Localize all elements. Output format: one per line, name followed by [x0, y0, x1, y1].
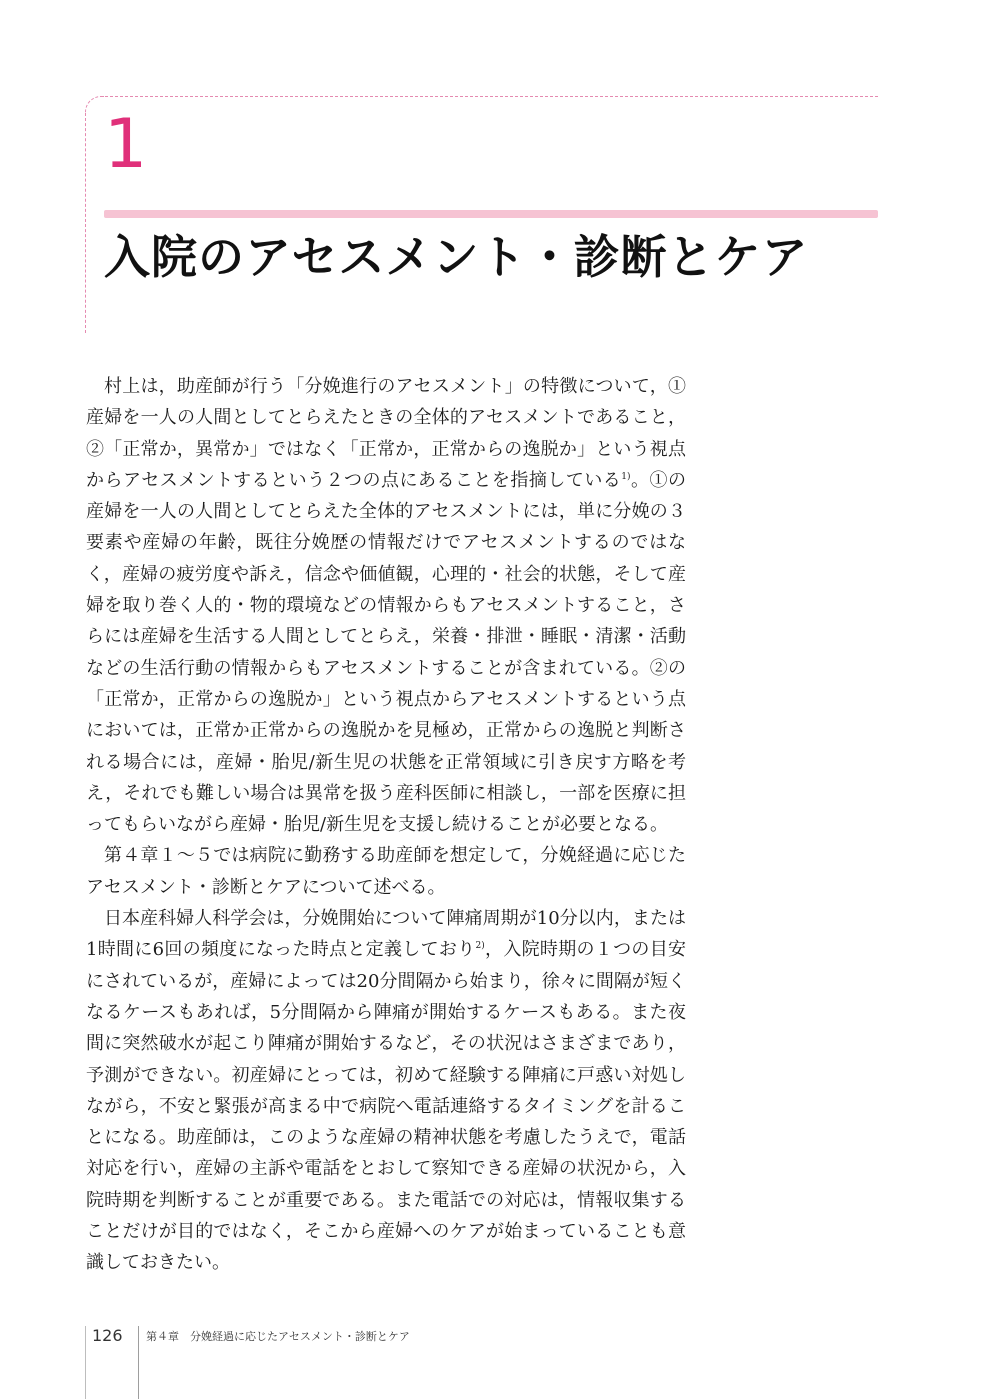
footer-rule-divider — [138, 1326, 139, 1399]
paragraph-3-text: 日本産科婦人科学会は，分娩開始について陣痛周期が10分以内，または1時間に6回の頻度になった時点と定義しており — [86, 908, 686, 961]
header-frame-left-line — [85, 113, 86, 333]
running-header: 第４章 分娩経過に応じたアセスメント・診断とケア — [146, 1330, 410, 1343]
reference-1: 1) — [621, 471, 631, 482]
paragraph-3 — [86, 903, 686, 1279]
paragraph-1-text: 村上は，助産師が行う「分娩進行のアセスメント」の特徴について，①産婦を一人の人間としてとらえたときの全体的アセスメントであること，②「正常か，異常か」ではなく「正常か，正常からの逸脱か」という視点からアセスメントするという２つの点にあることを指摘している — [86, 376, 686, 491]
paragraph-1-continued: 。①の産婦を一人の人間としてとらえた全体的アセスメントには，単に分娩の３要素や産婦の年齢，既往分娩歴の情報だけでアセスメントするのではなく，産婦の疲労度や訴え，信念や価値観，心理的・社会的状態，そして産婦を取り巻く人的・物的環境などの情報からもアセスメントすること，さらには産婦を生活する人間としてとらえ，栄養・排泄・睡眠・清潔・活動などの生活行動の情報からもアセスメントすることが含まれている。②の「正常か，正常からの逸脱か」という視点からアセスメントするという点においては，正常か正常からの逸脱かを見極め，正常からの逸脱と判断される場合には，産婦・胎児/新生児の状態を正常領域に引き戻す方略を考え，それでも難しい場合は異常を扱う産科医師に相談し，一部を医療に担ってもらいながら産婦・胎児/新生児を支援し続けることが必要となる。 — [86, 469, 686, 836]
paragraph-3-continued: ，入院時期の１つの目安にされているが，産婦によっては20分間隔から始まり，徐々に間隔が短くなるケースもあれば，5分間隔から陣痛が開始するケースもある。また夜間に突然破水が起こり陣痛が開始するなど，その状況はさまざまであり，予測ができない。初産婦にとっては，初めて経験する陣痛に戸惑い対処しながら，不安と緊張が高まる中で病院へ電話連絡するタイミングを計ることになる。助産師は，このような産婦の精神状態を考慮したうえで，電話対応を行い，産婦の主訴や電話をとおして察知できる産婦の状況から，入院時期を判断することが重要である。また電話での対応は，情報収集することだけが目的ではなく，そこから産婦へのケアが始まっていることも意識しておきたい。 — [86, 939, 686, 1274]
reference-2: 2) — [475, 941, 485, 952]
header-frame-corner — [85, 96, 104, 115]
section-number: 1 — [104, 105, 148, 184]
footer-rule-left — [85, 1326, 86, 1399]
paragraph-2: 第４章１～５では病院に勤務する助産師を想定して，分娩経過に応じたアセスメント・診断とケアについて述べる。 — [86, 845, 686, 898]
paragraph-1 — [86, 371, 686, 840]
header-frame-top-line — [100, 96, 878, 97]
page-number: 126 — [92, 1326, 123, 1345]
title-accent-bar — [104, 210, 878, 218]
section-title: 入院のアセスメント・診断とケア — [104, 230, 809, 284]
body-text — [86, 371, 686, 1279]
